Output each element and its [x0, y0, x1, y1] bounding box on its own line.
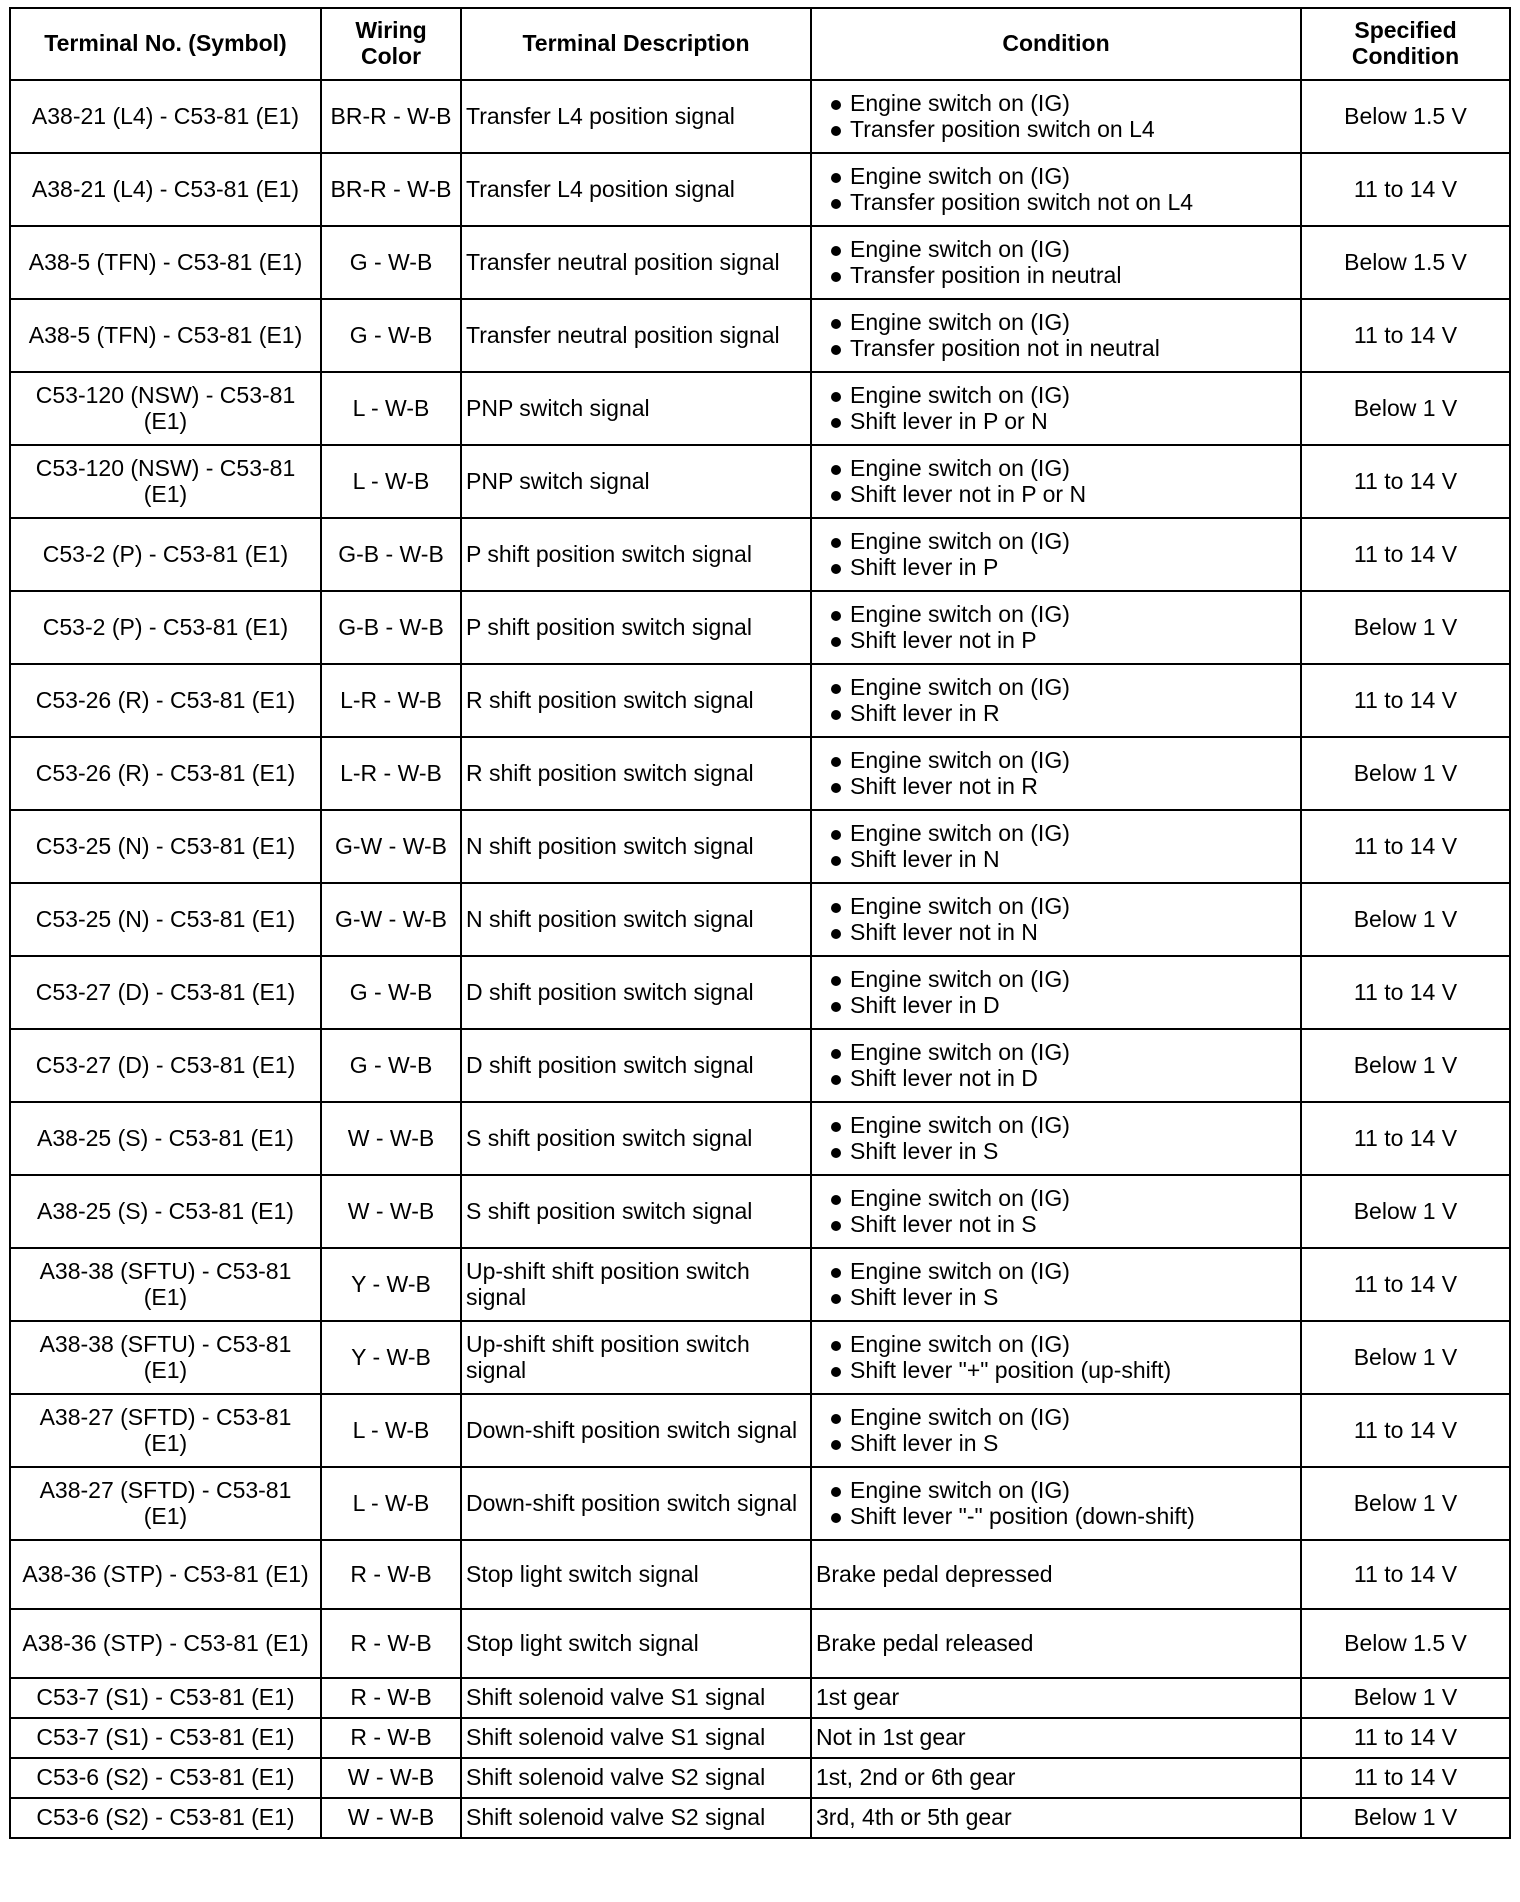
condition-cell [811, 1321, 1301, 1394]
wiring-color-cell: L-R - W-B [321, 737, 461, 810]
terminal-cell: A38-36 (STP) - C53-81 (E1) [10, 1540, 321, 1609]
specified-condition-cell: 11 to 14 V [1301, 1758, 1510, 1798]
terminal-cell: A38-38 (SFTU) - C53-81 (E1) [10, 1248, 321, 1321]
terminal-description-cell: Up-shift shift position switch signal [461, 1248, 811, 1321]
terminal-cell: C53-2 (P) - C53-81 (E1) [10, 518, 321, 591]
condition-bullet-item: Engine switch on (IG) [816, 1113, 1296, 1139]
terminal-cell: A38-27 (SFTD) - C53-81 (E1) [10, 1467, 321, 1540]
terminal-cell: A38-25 (S) - C53-81 (E1) [10, 1102, 321, 1175]
condition-cell [811, 1467, 1301, 1540]
terminal-cell: C53-26 (R) - C53-81 (E1) [10, 737, 321, 810]
condition-bullet-item: Shift lever in P [816, 555, 1296, 581]
wiring-color-cell: W - W-B [321, 1758, 461, 1798]
table-row [10, 1798, 1510, 1838]
header-condition: Condition [811, 8, 1301, 80]
table-row [10, 1175, 1510, 1248]
terminal-description-cell: Transfer L4 position signal [461, 80, 811, 153]
header-terminal-description: Terminal Description [461, 8, 811, 80]
condition-bullet-item: Engine switch on (IG) [816, 1186, 1296, 1212]
wiring-color-cell: G - W-B [321, 299, 461, 372]
condition-cell [811, 299, 1301, 372]
condition-bullet-item: Engine switch on (IG) [816, 1332, 1296, 1358]
specified-condition-cell: Below 1 V [1301, 1678, 1510, 1718]
wiring-color-cell: R - W-B [321, 1718, 461, 1758]
terminal-description-cell: PNP switch signal [461, 372, 811, 445]
condition-cell [811, 1248, 1301, 1321]
table-row [10, 1467, 1510, 1540]
terminal-cell: A38-5 (TFN) - C53-81 (E1) [10, 299, 321, 372]
condition-text: 3rd, 4th or 5th gear [816, 1804, 1012, 1831]
wiring-color-cell: W - W-B [321, 1175, 461, 1248]
condition-bullet-item: Transfer position switch on L4 [816, 117, 1296, 143]
condition-cell [811, 1394, 1301, 1467]
table-row [10, 956, 1510, 1029]
condition-bullet-item: Shift lever not in P or N [816, 482, 1296, 508]
condition-cell [811, 372, 1301, 445]
terminal-cell: A38-27 (SFTD) - C53-81 (E1) [10, 1394, 321, 1467]
wiring-color-cell: G - W-B [321, 1029, 461, 1102]
header-wiring-color: Wiring Color [321, 8, 461, 80]
condition-bullet-item: Engine switch on (IG) [816, 310, 1296, 336]
terminal-cell: A38-38 (SFTU) - C53-81 (E1) [10, 1321, 321, 1394]
wiring-color-cell: L - W-B [321, 372, 461, 445]
terminal-cell: A38-21 (L4) - C53-81 (E1) [10, 80, 321, 153]
specified-condition-cell: 11 to 14 V [1301, 810, 1510, 883]
condition-bullet-item: Shift lever in S [816, 1431, 1296, 1457]
condition-bullet-item: Engine switch on (IG) [816, 821, 1296, 847]
specified-condition-cell: 11 to 14 V [1301, 1102, 1510, 1175]
wiring-color-cell: G-B - W-B [321, 518, 461, 591]
table-row [10, 883, 1510, 956]
wiring-color-cell: L - W-B [321, 1394, 461, 1467]
condition-bullet-item: Transfer position in neutral [816, 263, 1296, 289]
specified-condition-cell: Below 1.5 V [1301, 1609, 1510, 1678]
specified-condition-cell: 11 to 14 V [1301, 299, 1510, 372]
condition-cell [811, 883, 1301, 956]
specified-condition-cell: 11 to 14 V [1301, 664, 1510, 737]
specified-condition-cell: 11 to 14 V [1301, 1394, 1510, 1467]
condition-cell [811, 1758, 1301, 1798]
terminal-cell: C53-27 (D) - C53-81 (E1) [10, 1029, 321, 1102]
wiring-color-cell: Y - W-B [321, 1248, 461, 1321]
terminal-cell: C53-120 (NSW) - C53-81 (E1) [10, 372, 321, 445]
condition-text: 1st gear [816, 1684, 900, 1711]
specified-condition-cell: 11 to 14 V [1301, 445, 1510, 518]
terminal-cell: C53-120 (NSW) - C53-81 (E1) [10, 445, 321, 518]
condition-cell [811, 1175, 1301, 1248]
terminal-cell: C53-7 (S1) - C53-81 (E1) [10, 1718, 321, 1758]
terminal-description-cell: S shift position switch signal [461, 1102, 811, 1175]
terminal-spec-table [9, 7, 1511, 1839]
condition-bullet-item: Engine switch on (IG) [816, 91, 1296, 117]
condition-bullet-item: Engine switch on (IG) [816, 1478, 1296, 1504]
wiring-color-cell: BR-R - W-B [321, 153, 461, 226]
condition-cell [811, 80, 1301, 153]
table-row [10, 1029, 1510, 1102]
terminal-description-cell: Transfer neutral position signal [461, 226, 811, 299]
table-row [10, 1758, 1510, 1798]
specified-condition-cell: Below 1 V [1301, 1029, 1510, 1102]
terminal-description-cell: N shift position switch signal [461, 810, 811, 883]
condition-bullet-item: Engine switch on (IG) [816, 967, 1296, 993]
terminal-description-cell: Up-shift shift position switch signal [461, 1321, 811, 1394]
condition-bullet-item: Shift lever not in R [816, 774, 1296, 800]
terminal-description-cell: D shift position switch signal [461, 956, 811, 1029]
specified-condition-cell: 11 to 14 V [1301, 518, 1510, 591]
terminal-cell: A38-5 (TFN) - C53-81 (E1) [10, 226, 321, 299]
table-row [10, 226, 1510, 299]
condition-cell [811, 956, 1301, 1029]
condition-bullet-item: Engine switch on (IG) [816, 456, 1296, 482]
table-row [10, 1609, 1510, 1678]
header-specified-condition: Specified Condition [1301, 8, 1510, 80]
condition-cell [811, 1029, 1301, 1102]
specified-condition-cell: Below 1 V [1301, 883, 1510, 956]
condition-bullet-item: Engine switch on (IG) [816, 1040, 1296, 1066]
terminal-description-cell: D shift position switch signal [461, 1029, 811, 1102]
specified-condition-cell: Below 1 V [1301, 1175, 1510, 1248]
specified-condition-cell: Below 1 V [1301, 372, 1510, 445]
terminal-cell: C53-27 (D) - C53-81 (E1) [10, 956, 321, 1029]
condition-bullet-item: Engine switch on (IG) [816, 383, 1296, 409]
condition-cell [811, 1678, 1301, 1718]
wiring-color-cell: R - W-B [321, 1678, 461, 1718]
terminal-cell: C53-6 (S2) - C53-81 (E1) [10, 1798, 321, 1838]
condition-text: Brake pedal depressed [816, 1560, 1053, 1587]
terminal-description-cell: Transfer L4 position signal [461, 153, 811, 226]
condition-cell [811, 153, 1301, 226]
table-row [10, 445, 1510, 518]
wiring-color-cell: G-W - W-B [321, 883, 461, 956]
condition-cell [811, 445, 1301, 518]
specified-condition-cell: 11 to 14 V [1301, 1540, 1510, 1609]
specified-condition-cell: Below 1 V [1301, 1798, 1510, 1838]
table-row [10, 1102, 1510, 1175]
condition-bullet-item: Engine switch on (IG) [816, 894, 1296, 920]
terminal-description-cell: Shift solenoid valve S2 signal [461, 1798, 811, 1838]
terminal-description-cell: Stop light switch signal [461, 1540, 811, 1609]
wiring-color-cell: G - W-B [321, 956, 461, 1029]
condition-bullet-item: Shift lever in R [816, 701, 1296, 727]
terminal-cell: A38-21 (L4) - C53-81 (E1) [10, 153, 321, 226]
condition-bullet-item: Shift lever not in S [816, 1212, 1296, 1238]
terminal-description-cell: R shift position switch signal [461, 664, 811, 737]
terminal-cell: C53-7 (S1) - C53-81 (E1) [10, 1678, 321, 1718]
terminal-description-cell: P shift position switch signal [461, 591, 811, 664]
terminal-cell: C53-25 (N) - C53-81 (E1) [10, 883, 321, 956]
wiring-color-cell: G-W - W-B [321, 810, 461, 883]
specified-condition-cell: 11 to 14 V [1301, 956, 1510, 1029]
condition-bullet-item: Shift lever "+" position (up-shift) [816, 1358, 1296, 1384]
condition-bullet-item: Engine switch on (IG) [816, 237, 1296, 263]
condition-bullet-item: Shift lever in S [816, 1285, 1296, 1311]
condition-bullet-item: Engine switch on (IG) [816, 1259, 1296, 1285]
table-row [10, 737, 1510, 810]
terminal-description-cell: S shift position switch signal [461, 1175, 811, 1248]
terminal-cell: C53-6 (S2) - C53-81 (E1) [10, 1758, 321, 1798]
terminal-description-cell: Shift solenoid valve S2 signal [461, 1758, 811, 1798]
condition-bullet-item: Engine switch on (IG) [816, 602, 1296, 628]
terminal-cell: C53-26 (R) - C53-81 (E1) [10, 664, 321, 737]
table-row [10, 1678, 1510, 1718]
wiring-color-cell: G-B - W-B [321, 591, 461, 664]
terminal-spec-sheet [9, 7, 1511, 1839]
condition-cell [811, 664, 1301, 737]
table-row [10, 1321, 1510, 1394]
table-row [10, 1540, 1510, 1609]
terminal-description-cell: Down-shift position switch signal [461, 1394, 811, 1467]
terminal-cell: C53-2 (P) - C53-81 (E1) [10, 591, 321, 664]
condition-cell [811, 518, 1301, 591]
condition-bullet-item: Shift lever "-" position (down-shift) [816, 1504, 1296, 1530]
specified-condition-cell: 11 to 14 V [1301, 153, 1510, 226]
condition-bullet-item: Shift lever not in P [816, 628, 1296, 654]
condition-cell [811, 737, 1301, 810]
table-row [10, 810, 1510, 883]
specified-condition-cell: Below 1.5 V [1301, 226, 1510, 299]
wiring-color-cell: G - W-B [321, 226, 461, 299]
condition-bullet-item: Engine switch on (IG) [816, 164, 1296, 190]
wiring-color-cell: L - W-B [321, 1467, 461, 1540]
condition-bullet-item: Shift lever in N [816, 847, 1296, 873]
table-row [10, 372, 1510, 445]
condition-text: 1st, 2nd or 6th gear [816, 1764, 1016, 1791]
table-row [10, 1248, 1510, 1321]
terminal-description-cell: Shift solenoid valve S1 signal [461, 1678, 811, 1718]
condition-bullet-item: Shift lever in S [816, 1139, 1296, 1165]
condition-text: Brake pedal released [816, 1629, 1034, 1656]
wiring-color-cell: L-R - W-B [321, 664, 461, 737]
condition-cell [811, 1798, 1301, 1838]
table-row [10, 1718, 1510, 1758]
terminal-description-cell: Stop light switch signal [461, 1609, 811, 1678]
terminal-description-cell: PNP switch signal [461, 445, 811, 518]
header-terminal-no: Terminal No. (Symbol) [10, 8, 321, 80]
specified-condition-cell: Below 1 V [1301, 591, 1510, 664]
specified-condition-cell: Below 1 V [1301, 737, 1510, 810]
condition-bullet-item: Shift lever in D [816, 993, 1296, 1019]
terminal-description-cell: P shift position switch signal [461, 518, 811, 591]
wiring-color-cell: R - W-B [321, 1540, 461, 1609]
terminal-description-cell: Shift solenoid valve S1 signal [461, 1718, 811, 1758]
table-row [10, 1394, 1510, 1467]
condition-cell [811, 1540, 1301, 1609]
condition-cell [811, 1718, 1301, 1758]
condition-bullet-item: Shift lever not in D [816, 1066, 1296, 1092]
wiring-color-cell: BR-R - W-B [321, 80, 461, 153]
wiring-color-cell: L - W-B [321, 445, 461, 518]
condition-text: Not in 1st gear [816, 1724, 966, 1751]
condition-cell [811, 591, 1301, 664]
specified-condition-cell: Below 1.5 V [1301, 80, 1510, 153]
terminal-cell: A38-25 (S) - C53-81 (E1) [10, 1175, 321, 1248]
condition-cell [811, 810, 1301, 883]
condition-bullet-item: Shift lever in P or N [816, 409, 1296, 435]
table-row [10, 518, 1510, 591]
terminal-description-cell: R shift position switch signal [461, 737, 811, 810]
table-row [10, 80, 1510, 153]
wiring-color-cell: W - W-B [321, 1798, 461, 1838]
wiring-color-cell: R - W-B [321, 1609, 461, 1678]
specified-condition-cell: Below 1 V [1301, 1321, 1510, 1394]
specified-condition-cell: 11 to 14 V [1301, 1718, 1510, 1758]
table-row [10, 153, 1510, 226]
table-row [10, 299, 1510, 372]
condition-bullet-item: Engine switch on (IG) [816, 675, 1296, 701]
wiring-color-cell: Y - W-B [321, 1321, 461, 1394]
specified-condition-cell: 11 to 14 V [1301, 1248, 1510, 1321]
terminal-description-cell: Down-shift position switch signal [461, 1467, 811, 1540]
wiring-color-cell: W - W-B [321, 1102, 461, 1175]
condition-bullet-item: Engine switch on (IG) [816, 748, 1296, 774]
terminal-cell: A38-36 (STP) - C53-81 (E1) [10, 1609, 321, 1678]
condition-bullet-item: Engine switch on (IG) [816, 529, 1296, 555]
condition-cell [811, 1102, 1301, 1175]
terminal-cell: C53-25 (N) - C53-81 (E1) [10, 810, 321, 883]
condition-bullet-item: Transfer position not in neutral [816, 336, 1296, 362]
table-row [10, 591, 1510, 664]
terminal-description-cell: N shift position switch signal [461, 883, 811, 956]
table-header-row [10, 8, 1510, 80]
table-body [10, 80, 1510, 1838]
condition-cell [811, 1609, 1301, 1678]
terminal-description-cell: Transfer neutral position signal [461, 299, 811, 372]
condition-bullet-item: Shift lever not in N [816, 920, 1296, 946]
condition-bullet-item: Engine switch on (IG) [816, 1405, 1296, 1431]
condition-cell [811, 226, 1301, 299]
condition-bullet-item: Transfer position switch not on L4 [816, 190, 1296, 216]
table-row [10, 664, 1510, 737]
specified-condition-cell: Below 1 V [1301, 1467, 1510, 1540]
